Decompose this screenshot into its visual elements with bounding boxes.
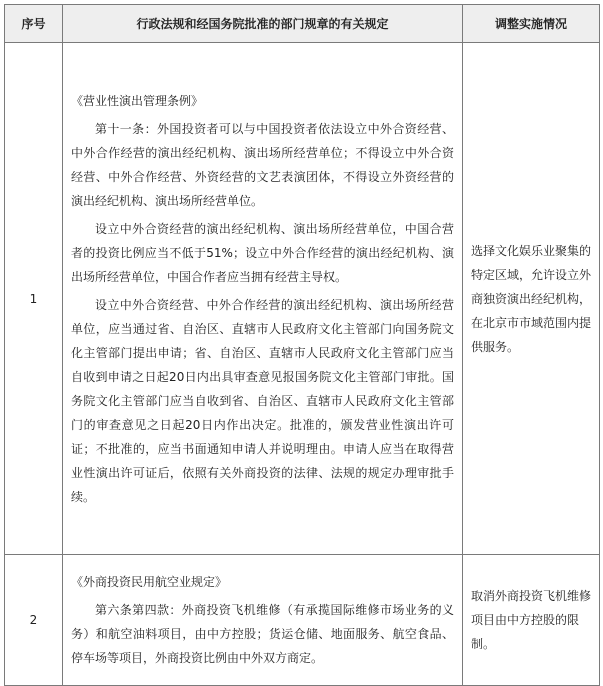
provision-paragraph: 第六条第四款：外商投资飞机维修（有承揽国际维修市场业务的义务）和航空油料项目，由中方控股；货运仓储、地面服务、航空食品、停车场等项目，外商投资比例由中外双方商定。 [71, 603, 454, 665]
row-provision [63, 555, 463, 686]
regulation-table [4, 4, 600, 686]
row-serial-number: 1 [5, 43, 63, 555]
table-row [5, 555, 600, 686]
regulation-title: 《外商投资民用航空业规定》 [71, 575, 228, 589]
provision-paragraph: 设立中外合资经营、中外合作经营的演出经纪机构、演出场所经营单位，应当通过省、自治区、直辖市人民政府文化主管部门向国务院文化主管部门提出申请；省、自治区、直辖市人民政府文化主管部门应当自收到申请之日起20日内出具审查意见报国务院文化主管部门审批。国务院文化主管部门应当自收到省、自治区、直辖市人民政府文化主管部门的审查意见之日起20日内作出决定。批准的，颁发营业性演出许可证；不批准的，应当书面通知申请人并说明理由。申请人应当在取得营业性演出许可证后，依照有关外商投资的法律、法规的规定办理审批手续。 [71, 297, 454, 504]
regulation-title: 《营业性演出管理条例》 [71, 93, 204, 108]
provision-paragraph: 第十一条：外国投资者可以与中国投资者依法设立中外合资经营、中外合作经营的演出经纪机构、演出场所经营单位；不得设立中外合资经营、中外合作经营、外资经营的文艺表演团体，不得设立外资经营的演出经纪机构、演出场所经营单位。 [71, 121, 454, 208]
header-provision: 行政法规和经国务院批准的部门规章的有关规定 [63, 5, 463, 43]
row-adjustment: 取消外商投资飞机维修项目由中方控股的限制。 [463, 555, 600, 686]
table-row [5, 43, 600, 555]
row-serial-number: 2 [5, 555, 63, 686]
header-serial-number: 序号 [5, 5, 63, 43]
provision-paragraph: 设立中外合资经营的演出经纪机构、演出场所经营单位，中国合营者的投资比例应当不低于51%；设立中外合作经营的演出经纪机构、演出场所经营单位，中国合作者应当拥有经营主导权。 [71, 221, 454, 284]
row-adjustment: 选择文化娱乐业聚集的特定区域，允许设立外商独资演出经纪机构，在北京市市域范围内提供服务。 [463, 43, 600, 555]
row-provision [63, 43, 463, 555]
header-adjustment: 调整实施情况 [463, 5, 600, 43]
table-header-row [5, 5, 600, 43]
